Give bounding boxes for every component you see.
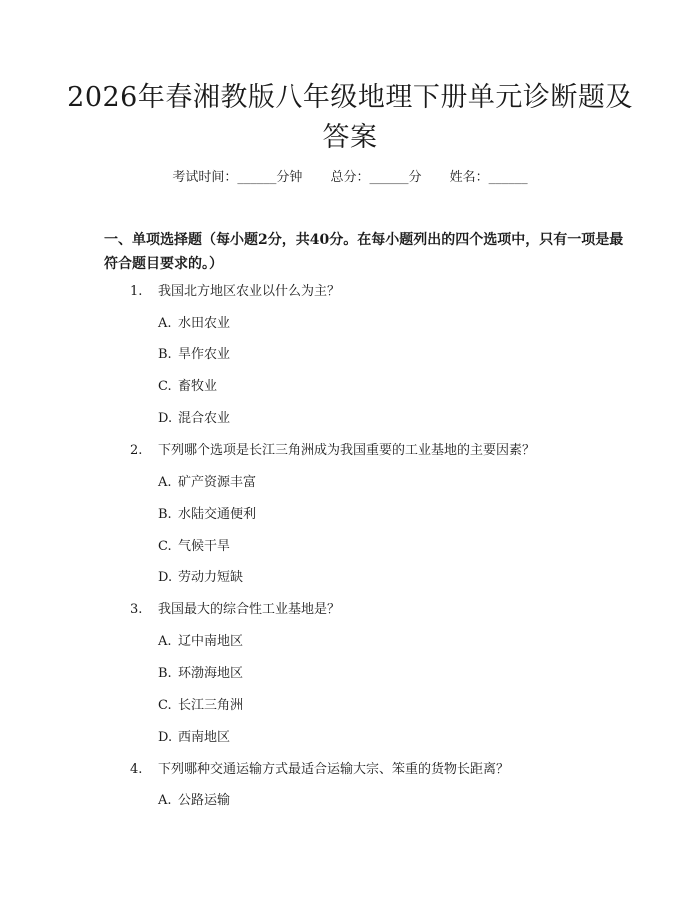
option-letter: C.: [158, 379, 172, 394]
q2-option-d: [158, 568, 618, 588]
question-number: 2.: [130, 443, 143, 458]
question-number: 3.: [130, 602, 143, 617]
question-number: 1.: [130, 284, 143, 299]
option-text: 辽中南地区: [178, 634, 244, 649]
q1-option-a: [158, 314, 618, 334]
option-text: 水陆交通便利: [178, 507, 257, 522]
question-4: [130, 760, 630, 780]
exam-info-line: [0, 168, 700, 188]
option-text: 气候干旱: [178, 539, 231, 554]
option-text: 混合农业: [178, 411, 231, 426]
q3-option-d: [158, 728, 618, 748]
q2-option-c: [158, 537, 618, 557]
option-letter: D.: [158, 570, 173, 585]
document-title: 2026年春湘教版八年级地理下册单元诊断题及答案: [67, 82, 633, 153]
option-text: 环渤海地区: [178, 666, 244, 681]
option-text: 水田农业: [178, 316, 231, 331]
option-text: 矿产资源丰富: [178, 475, 257, 490]
q2-option-a: [158, 473, 618, 493]
option-letter: A.: [158, 316, 172, 331]
question-text: 我国最大的综合性工业基地是？: [158, 602, 341, 617]
option-text: 旱作农业: [178, 347, 231, 362]
q3-option-c: [158, 696, 618, 716]
option-letter: A.: [158, 475, 172, 490]
question-text: 我国北方地区农业以什么为主？: [158, 284, 341, 299]
question-2: [130, 441, 630, 461]
q1-option-c: [158, 377, 618, 397]
option-text: 西南地区: [178, 730, 231, 745]
option-letter: A.: [158, 634, 172, 649]
q1-option-b: [158, 345, 618, 365]
student-name-field: 姓名：______: [449, 170, 528, 185]
option-letter: D.: [158, 730, 173, 745]
option-letter: B.: [158, 347, 172, 362]
option-letter: C.: [158, 698, 172, 713]
q1-option-d: [158, 409, 618, 429]
q3-option-a: [158, 632, 618, 652]
option-text: 劳动力短缺: [178, 570, 244, 585]
option-letter: C.: [158, 539, 172, 554]
q2-option-b: [158, 505, 618, 525]
question-text: 下列哪个选项是长江三角洲成为我国重要的工业基地的主要因素？: [158, 443, 536, 458]
question-1: [130, 282, 630, 302]
option-letter: A.: [158, 793, 172, 808]
option-text: 长江三角洲: [178, 698, 244, 713]
option-letter: D.: [158, 411, 173, 426]
option-text: 畜牧业: [178, 379, 218, 394]
question-number: 4.: [130, 762, 143, 777]
question-text: 下列哪种交通运输方式最适合运输大宗、笨重的货物长距离？: [158, 762, 510, 777]
question-3: [130, 600, 630, 620]
section-heading: 一、单项选择题（每小题2分，共40分。在每小题列出的四个选项中，只有一项是最符合题目要求的。）: [104, 232, 624, 272]
option-text: 公路运输: [178, 793, 231, 808]
q4-option-a: [158, 791, 618, 811]
total-score-field: 总分：______分: [330, 170, 422, 185]
q3-option-b: [158, 664, 618, 684]
exam-time-field: 考试时间：______分钟: [172, 170, 303, 185]
option-letter: B.: [158, 507, 172, 522]
option-letter: B.: [158, 666, 172, 681]
